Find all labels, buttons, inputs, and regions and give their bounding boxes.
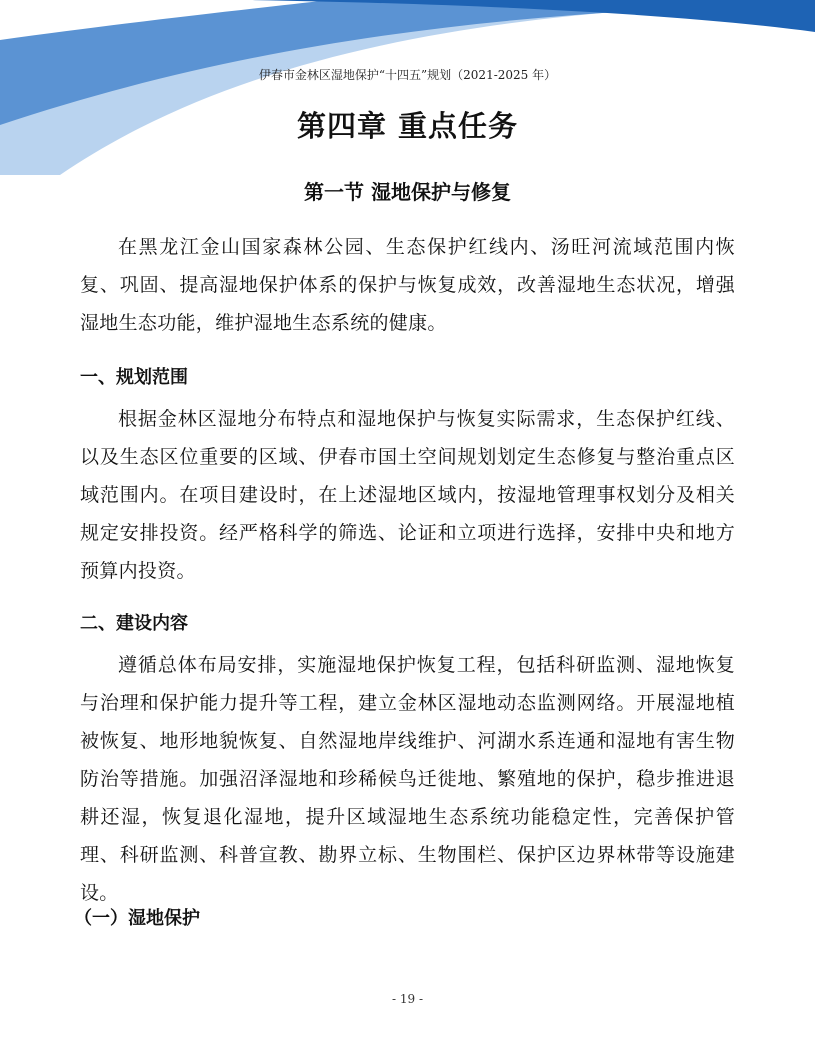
sub-heading-wetland-protection: （一）湿地保护 — [74, 908, 200, 929]
chapter-title: 第四章 重点任务 — [296, 109, 519, 143]
scope-paragraph: 根据金林区湿地分布特点和湿地保护与恢复实际需求，生态保护红线、以及生态区位重要的区域、伊春市国土空间规划划定生态修复与整治重点区域范围内。在项目建设时，在上述湿地区域内，按湿地管理事权划分及相关规定安排投资。经严格科学的筛选、论证和立项进行选择，安排中央和地方预算内投资。 — [80, 408, 735, 582]
subsection-heading-scope: 一、规划范围 — [80, 367, 188, 388]
running-header: 伊春市金林区湿地保护“十四五”规划（2021-2025 年） — [258, 68, 557, 82]
page-number: - 19 - — [391, 992, 423, 1006]
section-title: 第一节 湿地保护与修复 — [304, 180, 511, 204]
construction-paragraph: 遵循总体布局安排，实施湿地保护恢复工程，包括科研监测、湿地恢复与治理和保护能力提升等工程，建立金林区湿地动态监测网络。开展湿地植被恢复、地形地貌恢复、自然湿地岸线维护、河湖水系连通和湿地有害生物防治等措施。加强沼泽湿地和珍稀候鸟迁徙地、繁殖地的保护，稳步推进退耕还湿，恢复退化湿地，提升区域湿地生态系统功能稳定性，完善保护管理、科研监测、科普宣教、勘界立标、生物围栏、保护区边界林带等设施建设。 — [80, 654, 735, 904]
subsection-heading-construction: 二、建设内容 — [80, 613, 188, 634]
intro-paragraph: 在黑龙江金山国家森林公园、生态保护红线内、汤旺河流域范围内恢复、巩固、提高湿地保护体系的保护与恢复成效，改善湿地生态状况，增强湿地生态功能，维护湿地生态系统的健康。 — [80, 236, 735, 334]
header-decoration — [0, 0, 815, 175]
